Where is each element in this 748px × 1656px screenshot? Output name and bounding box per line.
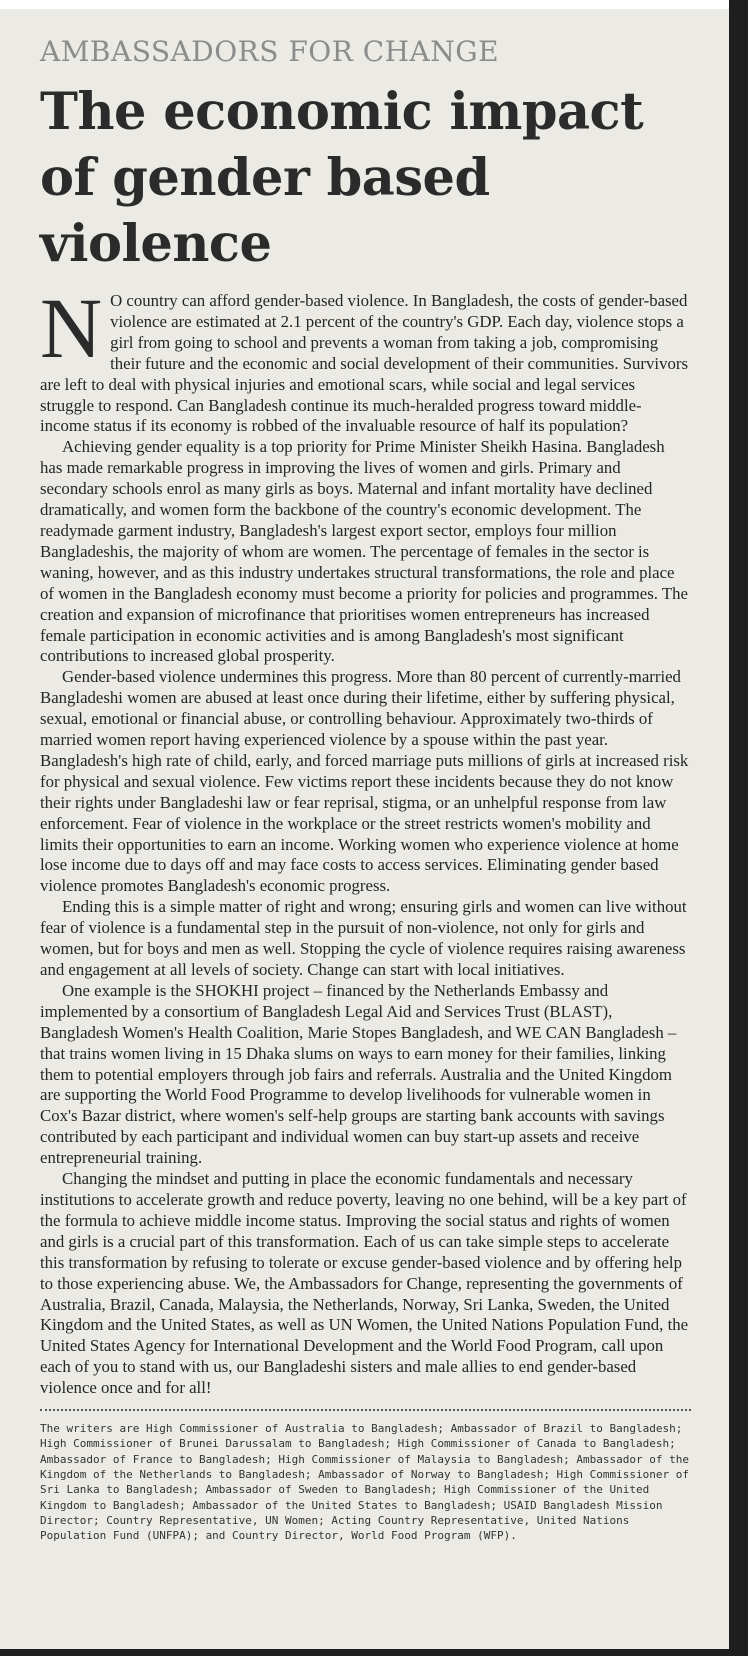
dotted-divider	[40, 1409, 691, 1411]
page-border-right	[729, 0, 748, 1656]
article-body	[40, 280, 691, 1399]
body-paragraph: Changing the mindset and putting in place the economic fundamentals and necessary institutions to accelerate growth and reduce poverty, leaving no one behind, will be a key part of the formula to achieve middle income status. Improving the social status and rights of women and girls is a crucial part of this transformation. Each of us can take simple steps to accelerate this transformation by refusing to tolerate or excuse gender-based violence and by offering help to those experiencing abuse. We, the Ambassadors for Change, representing the governments of Australia, Brazil, Canada, Malaysia, the Netherlands, Norway, Sri Lanka, Sweden, the United Kingdom and the United States, as well as UN Women, the United Nations Population Fund, the United States Agency for International Development and the World Food Program, call upon each of you to stand with us, our Bangladeshi sisters and male allies to end gender-based violence once and for all!	[40, 1169, 689, 1398]
page-border-bottom	[0, 1649, 748, 1656]
drop-cap: N	[40, 280, 103, 376]
article-page	[0, 9, 729, 1649]
lead-paragraph	[40, 280, 691, 437]
section-kicker: AMBASSADORS FOR CHANGE	[40, 35, 500, 68]
body-paragraph: One example is the SHOKHI project – financed by the Netherlands Embassy and implemented by a consortium of Bangladesh Legal Aid and Services Trust (BLAST), Bangladesh Women's Health Coalition, Marie Stopes Bangladesh, and WE CAN Bangladesh – that trains women living in 15 Dhaka slums on ways to earn money for their families, linking them to potential employers through job fairs and referrals. Australia and the United Kingdom are supporting the World Food Programme to develop livelihoods for vulnerable women in Cox's Bazar district, where women's self-help groups are starting bank accounts with savings contributed by each participant and individual women can buy start-up assets and receive entrepreneurial training.	[40, 980, 677, 1168]
body-paragraph: Gender-based violence undermines this progress. More than 80 percent of currently-married Bangladeshi women are abused at least once during their lifetime, either by suffering physical, sexual, emotional or financial abuse, or controlling behaviour. Approximately two-thirds of married women report having experienced violence by a spouse within the past year. Bangladesh's high rate of child, early, and forced marriage puts millions of girls at increased risk for physical and sexual violence. Few victims report these incidents because they do not know their rights under Bangladeshi law or fear reprisal, stigma, or an unhelpful response from law enforcement. Fear of violence in the workplace or the street restricts women's mobility and limits their opportunities to earn an income. Working women who experience violence at home lose income due to days off and may face costs to access services. Eliminating gender based violence promotes Bangladesh's economic progress.	[40, 667, 689, 896]
body-paragraph: Achieving gender equality is a top priority for Prime Minister Sheikh Hasina. Bangladesh has made remarkable progress in improving the lives of women and girls. Primary and secondary schools enrol as many girls as boys. Maternal and infant mortality have declined dramatically, and women form the backbone of the country's economic development. The readymade garment industry, Bangladesh's largest export sector, employs four million Bangladeshis, the majority of whom are women. The percentage of females in the sector is waning, however, and as this industry undertakes structural transformations, the role and place of women in the Bangladesh economy must become a priority for policies and programmes. The creation and expansion of microfinance that prioritises women entrepreneurs has increased female participation in economic activities and is among Bangladesh's most significant contributions to increased global prosperity.	[40, 437, 688, 666]
author-credits: The writers are High Commissioner of Australia to Bangladesh; Ambassador of Brazil to Bangladesh; High Commissioner of Brunei Darussalam to Bangladesh; High Commissioner of Canada to Bangladesh; Ambassador of France to Bangladesh; High Commissioner of Malaysia to Bangladesh; Ambassador of the Kingdom of the Netherlands to Bangladesh; Ambassador of Norway to Bangladesh; High Commissioner of Sri Lanka to Bangladesh; Ambassador of Sweden to Bangladesh; High Commissioner of the United Kingdom to Bangladesh; Ambassador of the United States to Bangladesh; USAID Bangladesh Mission Director; Country Representative, UN Women; Acting Country Representative, United Nations Population Fund (UNFPA); and Country Director, World Food Program (WFP).	[40, 1422, 690, 1543]
article-headline: The economic impact of gender based violence	[40, 82, 644, 274]
body-paragraph: Ending this is a simple matter of right and wrong; ensuring girls and women can live without fear of violence is a fundamental step in the pursuit of non-violence, not only for girls and women, but for boys and men as well. Stopping the cycle of violence requires raising awareness and engagement at all levels of society. Change can start with local initiatives.	[40, 897, 687, 979]
lead-paragraph-text: O country can afford gender-based violence. In Bangladesh, the costs of gender-based violence are estimated at 2.1 percent of the country's GDP. Each day, violence stops a girl from going to school and prevents a woman from taking a job, compromising their future and the economic and social development of their communities. Survivors are left to deal with physical injuries and emotional scars, while social and legal services struggle to respond. Can Bangladesh continue its much-heralded progress toward middle-income status if its economy is robbed of the invaluable resource of half its population?	[40, 291, 688, 436]
